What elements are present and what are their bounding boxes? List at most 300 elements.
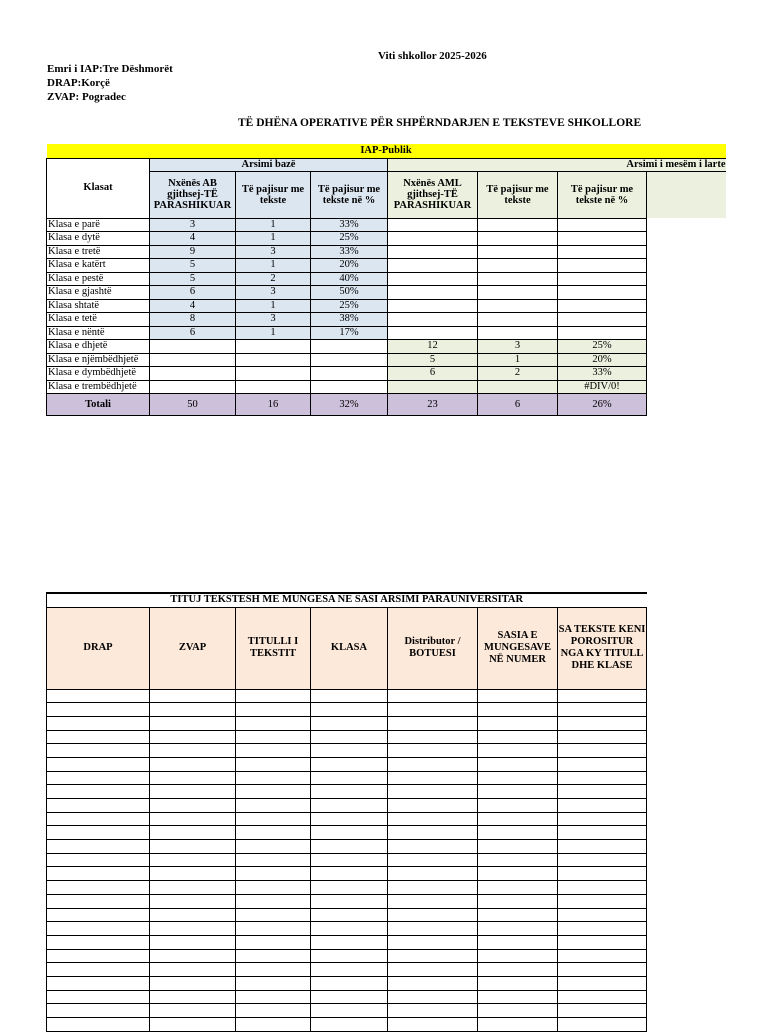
cell-books: 3 (236, 286, 311, 300)
cell-pct2 (558, 218, 647, 232)
empty-cell[interactable] (388, 799, 478, 813)
empty-cell[interactable] (236, 963, 311, 977)
empty-cell[interactable] (388, 1004, 478, 1018)
empty-cell[interactable] (558, 990, 647, 1004)
empty-cell[interactable] (47, 840, 150, 854)
empty-cell[interactable] (478, 812, 558, 826)
cell-pct (311, 353, 388, 367)
cell-pct: 25% (311, 232, 388, 246)
cell-aml (388, 272, 478, 286)
class-row (47, 367, 726, 381)
cell-pct: 20% (311, 259, 388, 273)
col-pct-header: Të pajisur me tekste në % (311, 171, 388, 218)
row-filler (647, 313, 726, 327)
cell-books2 (478, 218, 558, 232)
header-filler (647, 171, 726, 218)
empty-cell[interactable] (47, 881, 150, 895)
empty-cell[interactable] (150, 826, 236, 840)
empty-cell[interactable] (47, 771, 150, 785)
empty-cell[interactable] (388, 908, 478, 922)
shortage-col-header: TITULLI I TEKSTIT (236, 607, 311, 689)
empty-cell[interactable] (558, 689, 647, 703)
empty-cell[interactable] (47, 922, 150, 936)
row-filler (647, 272, 726, 286)
empty-cell[interactable] (47, 976, 150, 990)
empty-cell[interactable] (388, 785, 478, 799)
empty-cell[interactable] (311, 922, 388, 936)
cell-books2: 3 (478, 340, 558, 354)
empty-cell[interactable] (47, 730, 150, 744)
cell-books (236, 353, 311, 367)
cell-aml (388, 313, 478, 327)
empty-cell[interactable] (150, 867, 236, 881)
empty-cell[interactable] (478, 949, 558, 963)
empty-cell[interactable] (478, 867, 558, 881)
cell-books: 3 (236, 313, 311, 327)
class-row (47, 313, 726, 327)
empty-cell[interactable] (311, 853, 388, 867)
empty-cell[interactable] (311, 935, 388, 949)
empty-cell[interactable] (47, 853, 150, 867)
empty-cell[interactable] (311, 730, 388, 744)
cell-books2: 2 (478, 367, 558, 381)
empty-cell[interactable] (150, 703, 236, 717)
page-title: TË DHËNA OPERATIVE PËR SHPËRNDARJEN E TEKSTEVE SHKOLLORE (238, 117, 642, 129)
empty-cell[interactable] (236, 799, 311, 813)
empty-cell[interactable] (478, 881, 558, 895)
empty-cell[interactable] (388, 881, 478, 895)
empty-cell[interactable] (388, 949, 478, 963)
class-row (47, 340, 726, 354)
empty-cell[interactable] (150, 744, 236, 758)
cell-ab (150, 380, 236, 394)
cell-books: 1 (236, 326, 311, 340)
empty-cell[interactable] (47, 716, 150, 730)
cell-books (236, 380, 311, 394)
cell-aml (388, 286, 478, 300)
empty-cell[interactable] (150, 689, 236, 703)
empty-cell[interactable] (311, 757, 388, 771)
cell-books2 (478, 245, 558, 259)
empty-cell[interactable] (388, 757, 478, 771)
row-filler (647, 232, 726, 246)
empty-cell[interactable] (311, 812, 388, 826)
empty-cell[interactable] (558, 853, 647, 867)
cell-books: 1 (236, 259, 311, 273)
empty-cell[interactable] (150, 853, 236, 867)
empty-cell[interactable] (558, 716, 647, 730)
empty-cell[interactable] (236, 853, 311, 867)
empty-cell[interactable] (558, 757, 647, 771)
cell-name: Klasa e dymbëdhjetë (47, 367, 150, 381)
empty-cell[interactable] (236, 894, 311, 908)
cell-aml: 5 (388, 353, 478, 367)
banner-iap-publik: IAP-Publik (47, 144, 726, 158)
empty-cell[interactable] (478, 744, 558, 758)
empty-cell[interactable] (47, 963, 150, 977)
table-row (47, 771, 647, 785)
total-books: 16 (236, 394, 311, 416)
table-row (47, 1018, 647, 1032)
cell-books2 (478, 380, 558, 394)
cell-pct2 (558, 326, 647, 340)
empty-cell[interactable] (150, 990, 236, 1004)
empty-cell[interactable] (236, 1018, 311, 1032)
shortage-col-header: SASIA E MUNGESAVE NË NUMER (478, 607, 558, 689)
cell-name: Klasa e dytë (47, 232, 150, 246)
empty-cell[interactable] (558, 881, 647, 895)
empty-cell[interactable] (311, 689, 388, 703)
empty-cell[interactable] (478, 1018, 558, 1032)
empty-cell[interactable] (47, 990, 150, 1004)
shortages-title: TITUJ TEKSTESH ME MUNGESA NE SASI ARSIMI PARAUNIVERSITAR (47, 593, 647, 607)
total-filler (647, 394, 726, 416)
empty-cell[interactable] (558, 730, 647, 744)
cell-books2 (478, 259, 558, 273)
cell-pct (311, 340, 388, 354)
empty-cell[interactable] (478, 976, 558, 990)
group-secondary-header: Arsimi i mesëm i larte (388, 158, 726, 171)
row-filler (647, 299, 726, 313)
empty-cell[interactable] (478, 894, 558, 908)
cell-ab (150, 367, 236, 381)
cell-aml (388, 326, 478, 340)
table-row (47, 976, 647, 990)
cell-ab: 8 (150, 313, 236, 327)
empty-cell[interactable] (236, 840, 311, 854)
cell-aml (388, 245, 478, 259)
cell-books: 1 (236, 299, 311, 313)
cell-name: Klasa e tetë (47, 313, 150, 327)
empty-cell[interactable] (558, 799, 647, 813)
total-pct2: 26% (558, 394, 647, 416)
empty-cell[interactable] (388, 716, 478, 730)
empty-cell[interactable] (388, 976, 478, 990)
empty-cell[interactable] (311, 703, 388, 717)
empty-cell[interactable] (236, 703, 311, 717)
table-row (47, 703, 647, 717)
empty-cell[interactable] (150, 716, 236, 730)
empty-cell[interactable] (388, 1018, 478, 1032)
empty-cell[interactable] (150, 799, 236, 813)
empty-cell[interactable] (558, 703, 647, 717)
shortage-col-header: DRAP (47, 607, 150, 689)
cell-ab: 6 (150, 286, 236, 300)
empty-cell[interactable] (150, 949, 236, 963)
empty-cell[interactable] (47, 812, 150, 826)
empty-cell[interactable] (478, 771, 558, 785)
cell-name: Klasa e trembëdhjetë (47, 380, 150, 394)
table-row (47, 963, 647, 977)
empty-cell[interactable] (478, 826, 558, 840)
cell-pct2: 20% (558, 353, 647, 367)
empty-cell[interactable] (47, 689, 150, 703)
shortage-col-header: ZVAP (150, 607, 236, 689)
cell-pct2 (558, 232, 647, 246)
cell-books2 (478, 326, 558, 340)
empty-cell[interactable] (558, 922, 647, 936)
cell-name: Klasa e tretë (47, 245, 150, 259)
shortage-col-header: SA TEKSTE KENI POROSITUR NGA KY TITULL DHE KLASE (558, 607, 647, 689)
empty-cell[interactable] (558, 826, 647, 840)
empty-cell[interactable] (47, 894, 150, 908)
cell-pct: 17% (311, 326, 388, 340)
empty-cell[interactable] (311, 894, 388, 908)
table-row (47, 990, 647, 1004)
empty-cell[interactable] (311, 976, 388, 990)
col-books2-header: Të pajisur me tekste (478, 171, 558, 218)
class-row (47, 299, 726, 313)
cell-ab: 4 (150, 299, 236, 313)
empty-cell[interactable] (558, 771, 647, 785)
empty-cell[interactable] (311, 826, 388, 840)
empty-cell[interactable] (311, 949, 388, 963)
empty-cell[interactable] (311, 963, 388, 977)
empty-cell[interactable] (47, 826, 150, 840)
empty-cell[interactable] (558, 867, 647, 881)
cell-pct: 38% (311, 313, 388, 327)
empty-cell[interactable] (478, 840, 558, 854)
empty-cell[interactable] (558, 785, 647, 799)
cell-books2 (478, 272, 558, 286)
empty-cell[interactable] (236, 757, 311, 771)
empty-cell[interactable] (236, 922, 311, 936)
class-row (47, 286, 726, 300)
empty-cell[interactable] (388, 730, 478, 744)
col-ab-header: Nxënës AB gjithsej-TË PARASHIKUAR (150, 171, 236, 218)
empty-cell[interactable] (478, 963, 558, 977)
empty-cell[interactable] (150, 771, 236, 785)
empty-cell[interactable] (236, 976, 311, 990)
empty-cell[interactable] (47, 744, 150, 758)
empty-cell[interactable] (388, 771, 478, 785)
empty-cell[interactable] (478, 799, 558, 813)
empty-cell[interactable] (558, 935, 647, 949)
empty-cell[interactable] (311, 744, 388, 758)
empty-cell[interactable] (388, 840, 478, 854)
empty-cell[interactable] (47, 703, 150, 717)
empty-cell[interactable] (236, 771, 311, 785)
table-row (47, 935, 647, 949)
empty-cell[interactable] (150, 935, 236, 949)
class-row (47, 245, 726, 259)
cell-ab: 5 (150, 259, 236, 273)
empty-cell[interactable] (150, 730, 236, 744)
cell-ab (150, 340, 236, 354)
empty-cell[interactable] (150, 1018, 236, 1032)
empty-cell[interactable] (388, 812, 478, 826)
cell-books (236, 340, 311, 354)
row-filler (647, 259, 726, 273)
empty-cell[interactable] (311, 1018, 388, 1032)
empty-cell[interactable] (236, 949, 311, 963)
total-aml: 23 (388, 394, 478, 416)
empty-cell[interactable] (47, 785, 150, 799)
empty-cell[interactable] (236, 990, 311, 1004)
empty-cell[interactable] (388, 894, 478, 908)
empty-cell[interactable] (388, 935, 478, 949)
empty-cell[interactable] (236, 908, 311, 922)
cell-aml: 6 (388, 367, 478, 381)
empty-cell[interactable] (388, 826, 478, 840)
empty-cell[interactable] (150, 812, 236, 826)
empty-cell[interactable] (558, 894, 647, 908)
cell-aml: 12 (388, 340, 478, 354)
empty-cell[interactable] (47, 799, 150, 813)
empty-cell[interactable] (311, 990, 388, 1004)
empty-cell[interactable] (47, 867, 150, 881)
row-filler (647, 245, 726, 259)
empty-cell[interactable] (47, 908, 150, 922)
table-row (47, 826, 647, 840)
empty-cell[interactable] (150, 894, 236, 908)
class-row (47, 259, 726, 273)
empty-cell[interactable] (478, 990, 558, 1004)
empty-cell[interactable] (478, 785, 558, 799)
empty-cell[interactable] (478, 730, 558, 744)
empty-cell[interactable] (150, 881, 236, 895)
empty-cell[interactable] (558, 949, 647, 963)
empty-cell[interactable] (558, 840, 647, 854)
total-ab: 50 (150, 394, 236, 416)
empty-cell[interactable] (388, 744, 478, 758)
empty-cell[interactable] (478, 935, 558, 949)
empty-cell[interactable] (478, 716, 558, 730)
cell-books2 (478, 286, 558, 300)
cell-name: Klasa e pestë (47, 272, 150, 286)
table-row (47, 799, 647, 813)
empty-cell[interactable] (558, 1018, 647, 1032)
empty-cell[interactable] (311, 908, 388, 922)
empty-cell[interactable] (150, 963, 236, 977)
empty-cell[interactable] (150, 1004, 236, 1018)
row-filler (647, 367, 726, 381)
empty-cell[interactable] (236, 730, 311, 744)
cell-books: 2 (236, 272, 311, 286)
empty-cell[interactable] (47, 757, 150, 771)
table-row (47, 689, 647, 703)
empty-cell[interactable] (150, 785, 236, 799)
empty-cell[interactable] (150, 922, 236, 936)
cell-pct2 (558, 272, 647, 286)
empty-cell[interactable] (47, 935, 150, 949)
empty-cell[interactable] (236, 812, 311, 826)
empty-cell[interactable] (388, 867, 478, 881)
empty-cell[interactable] (311, 881, 388, 895)
table-row (47, 730, 647, 744)
empty-cell[interactable] (311, 867, 388, 881)
empty-cell[interactable] (311, 771, 388, 785)
empty-cell[interactable] (478, 922, 558, 936)
row-filler (647, 286, 726, 300)
table-row (47, 812, 647, 826)
cell-pct2 (558, 313, 647, 327)
cell-books: 1 (236, 232, 311, 246)
empty-cell[interactable] (558, 744, 647, 758)
cell-name: Klasa shtatë (47, 299, 150, 313)
empty-cell[interactable] (478, 908, 558, 922)
empty-cell[interactable] (236, 1004, 311, 1018)
total-books2: 6 (478, 394, 558, 416)
empty-cell[interactable] (388, 990, 478, 1004)
class-row (47, 232, 726, 246)
empty-cell[interactable] (478, 757, 558, 771)
empty-cell[interactable] (558, 976, 647, 990)
row-filler (647, 218, 726, 232)
col-class-header: Klasat (47, 158, 150, 218)
cell-pct2 (558, 245, 647, 259)
empty-cell[interactable] (388, 703, 478, 717)
cell-pct (311, 367, 388, 381)
empty-cell[interactable] (236, 716, 311, 730)
class-row (47, 326, 726, 340)
empty-cell[interactable] (478, 703, 558, 717)
empty-cell[interactable] (47, 1004, 150, 1018)
drap-name: DRAP:Korçë (47, 77, 110, 89)
empty-cell[interactable] (558, 908, 647, 922)
shortage-col-header: KLASA (311, 607, 388, 689)
zvap-name: ZVAP: Pogradec (47, 91, 126, 103)
cell-pct2: 33% (558, 367, 647, 381)
empty-cell[interactable] (388, 963, 478, 977)
empty-cell[interactable] (236, 689, 311, 703)
table-row (47, 716, 647, 730)
empty-cell[interactable] (236, 867, 311, 881)
cell-name: Klasa e njëmbëdhjetë (47, 353, 150, 367)
table-row (47, 949, 647, 963)
cell-pct (311, 380, 388, 394)
empty-cell[interactable] (558, 812, 647, 826)
empty-cell[interactable] (388, 853, 478, 867)
empty-cell[interactable] (150, 908, 236, 922)
empty-cell[interactable] (311, 785, 388, 799)
empty-cell[interactable] (388, 689, 478, 703)
col-aml-header: Nxënës AML gjithsej-TË PARASHIKUAR (388, 171, 478, 218)
table-row (47, 894, 647, 908)
empty-cell[interactable] (388, 922, 478, 936)
row-filler (647, 326, 726, 340)
empty-cell[interactable] (311, 716, 388, 730)
col-pct2-header: Të pajisur me tekste në % (558, 171, 647, 218)
empty-cell[interactable] (311, 840, 388, 854)
empty-cell[interactable] (236, 744, 311, 758)
empty-cell[interactable] (311, 799, 388, 813)
empty-cell[interactable] (478, 1004, 558, 1018)
cell-pct: 25% (311, 299, 388, 313)
empty-cell[interactable] (236, 881, 311, 895)
cell-pct2 (558, 299, 647, 313)
empty-cell[interactable] (478, 853, 558, 867)
iap-name: Emri i IAP:Tre Dëshmorët (47, 63, 173, 75)
empty-cell[interactable] (236, 826, 311, 840)
empty-cell[interactable] (150, 757, 236, 771)
empty-cell[interactable] (150, 976, 236, 990)
empty-cell[interactable] (236, 785, 311, 799)
group-basic-header: Arsimi bazë (150, 158, 388, 171)
empty-cell[interactable] (150, 840, 236, 854)
empty-cell[interactable] (47, 949, 150, 963)
empty-cell[interactable] (478, 689, 558, 703)
empty-cell[interactable] (558, 963, 647, 977)
empty-cell[interactable] (47, 1018, 150, 1032)
cell-aml (388, 218, 478, 232)
table-row (47, 1004, 647, 1018)
empty-cell[interactable] (558, 1004, 647, 1018)
empty-cell[interactable] (311, 1004, 388, 1018)
cell-pct: 33% (311, 245, 388, 259)
empty-cell[interactable] (236, 935, 311, 949)
cell-books (236, 367, 311, 381)
